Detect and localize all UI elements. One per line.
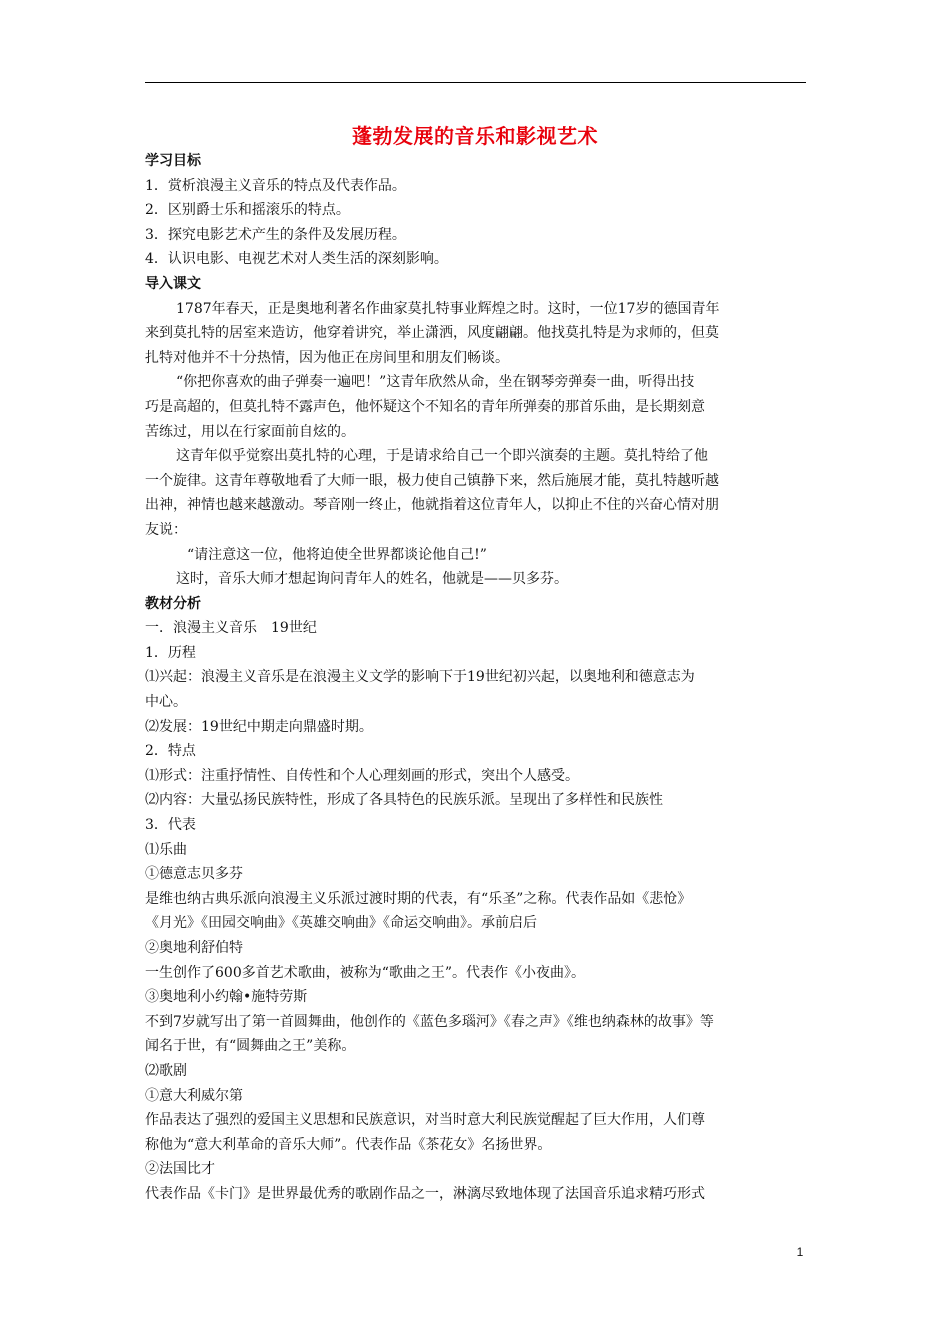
text-line: 友说： (145, 521, 187, 538)
text-line: “请注意这一位，他将迫使全世界都谈论他自己!” (187, 546, 487, 563)
text-line: ⑵歌剧 (145, 1062, 187, 1079)
text-line: ③奥地利小约翰•施特劳斯 (145, 989, 308, 1006)
text-line: 3．代表 (145, 817, 196, 834)
text-line: 中心。 (145, 694, 187, 711)
section-heading: 学习目标 (145, 153, 201, 169)
text-line: ⑴形式：注重抒情性、自传性和个人心理刻画的形式，突出个人感受。 (145, 767, 579, 784)
text-line: 称他为“意大利革命的音乐大师”。代表作品《茶花女》名扬世界。 (145, 1136, 552, 1153)
text-line: ⑵发展：19世纪中期走向鼎盛时期。 (145, 718, 373, 735)
text-line: ⑵内容：大量弘扬民族特性，形成了各具特色的民族乐派。呈现出了多样性和民族性 (145, 792, 663, 809)
text-line: 2．区别爵士乐和摇滚乐的特点。 (145, 202, 350, 219)
text-line: 来到莫扎特的居室来造访，他穿着讲究，举止潇洒，风度翩翩。他找莫扎特是为求师的，但莫 (145, 325, 719, 342)
text-line: 一生创作了600多首艺术歌曲，被称为“歌曲之王”。代表作《小夜曲》。 (145, 964, 586, 981)
text-line: 扎特对他并不十分热情，因为他正在房间里和朋友们畅谈。 (145, 349, 509, 366)
page-number: 1 (796, 1245, 804, 1259)
section-heading: 教材分析 (145, 595, 201, 612)
text-line: 这时，音乐大师才想起询问青年人的姓名，他就是——贝多芬。 (176, 571, 568, 588)
text-line: ②奥地利舒伯特 (145, 940, 243, 956)
text-line: 《月光》《田园交响曲》《英雄交响曲》《命运交响曲》。承前启后 (145, 915, 537, 932)
text-line: ①德意志贝多芬 (145, 866, 243, 883)
text-line: 1．赏析浪漫主义音乐的特点及代表作品。 (145, 177, 406, 194)
text-line: 巧是高超的，但莫扎特不露声色，他怀疑这个不知名的青年所弹奏的那首乐曲，是长期刻意 (145, 398, 705, 415)
text-line: 一个旋律。这青年尊敬地看了大师一眼，极力使自己镇静下来，然后施展才能，莫扎特越听越 (145, 472, 719, 489)
document-body (145, 149, 807, 1207)
text-line: 作品表达了强烈的爱国主义思想和民族意识，对当时意大利民族觉醒起了巨大作用，人们尊 (145, 1112, 705, 1129)
text-line: 不到7岁就写出了第一首圆舞曲，他创作的《蓝色多瑙河》《春之声》《维也纳森林的故事》等 (145, 1013, 714, 1030)
text-line: ⑴兴起：浪漫主义音乐是在浪漫主义文学的影响下于19世纪初兴起，以奥地利和德意志为 (145, 669, 695, 686)
text-line: “你把你喜欢的曲子弹奏一遍吧！”这青年欣然从命，坐在钢琴旁弹奏一曲，听得出技 (176, 374, 695, 391)
text-line: ②法国比才 (145, 1161, 215, 1178)
text-line: 1787年春天，正是奥地利著名作曲家莫扎特事业辉煌之时。这时，一位17岁的德国青年 (176, 300, 720, 317)
text-line: 1．历程 (145, 644, 196, 661)
text-line: 是维也纳古典乐派向浪漫主义乐派过渡时期的代表，有“乐圣”之称。代表作品如《悲怆》 (145, 890, 692, 907)
document-title: 蓬勃发展的音乐和影视艺术 (352, 124, 598, 148)
text-line: 苦练过，用以在行家面前自炫的。 (145, 423, 355, 440)
text-line: 3．探究电影艺术产生的条件及发展历程。 (145, 226, 406, 243)
text-line: 代表作品《卡门》是世界最优秀的歌剧作品之一，淋漓尽致地体现了法国音乐追求精巧形式 (145, 1185, 705, 1202)
text-line: 一．浪漫主义音乐 19世纪 (145, 620, 317, 637)
text-line: 这青年似乎觉察出莫扎特的心理，于是请求给自己一个即兴演奏的主题。莫扎特给了他 (176, 448, 708, 465)
text-line: ⑴乐曲 (145, 841, 187, 858)
text-line: 闻名于世，有“圆舞曲之王”美称。 (145, 1038, 356, 1055)
text-line: ①意大利威尔第 (145, 1087, 243, 1104)
text-line: 2．特点 (145, 743, 196, 760)
section-heading: 导入课文 (145, 275, 201, 292)
text-line: 4．认识电影、电视艺术对人类生活的深刻影响。 (145, 251, 448, 268)
text-line: 出神，神情也越来越激动。琴音刚一终止，他就指着这位青年人，以抑止不住的兴奋心情对朋 (145, 497, 719, 514)
header-rule (145, 82, 806, 83)
